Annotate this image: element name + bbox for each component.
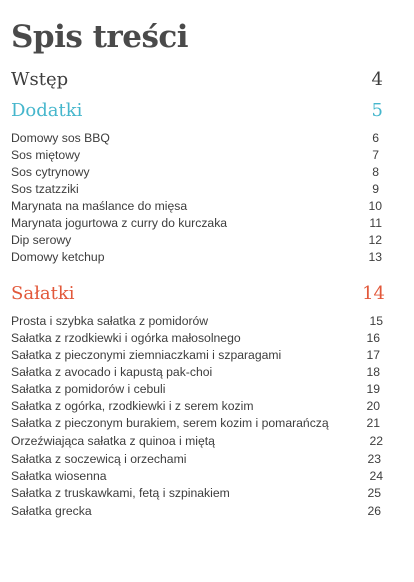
toc-entry[interactable]	[0, 451, 414, 468]
toc-entry-page: 25	[367, 486, 381, 500]
toc-entry[interactable]	[0, 198, 414, 215]
toc-section-label: Wstęp	[11, 69, 69, 90]
toc-entry-page: 7	[372, 148, 379, 162]
toc-entry-label: Prosta i szybka sałatka z pomidorów	[11, 314, 209, 328]
toc-entry-label: Sałatka z ogórka, rzodkiewki i z serem kozim	[11, 399, 254, 413]
toc-entry-page: 17	[366, 348, 380, 362]
toc-entry-label: Sos miętowy	[11, 148, 81, 162]
toc-entry-page: 19	[366, 382, 380, 396]
toc-entry-page: 24	[369, 469, 383, 483]
toc-section-page: 4	[371, 69, 383, 90]
toc-section-wstep[interactable]	[0, 69, 414, 90]
toc-entry[interactable]	[0, 181, 414, 198]
toc-entry[interactable]	[0, 468, 414, 485]
toc-entry-label: Sos cytrynowy	[11, 165, 90, 179]
toc-entry[interactable]	[0, 503, 414, 520]
toc-entry[interactable]	[0, 232, 414, 249]
toc-entry-page: 10	[368, 199, 382, 213]
toc-entry[interactable]	[0, 164, 414, 181]
toc-entry-page: 26	[367, 504, 381, 518]
toc-entry-page: 20	[366, 399, 380, 413]
toc-entry-label: Sałatka wiosenna	[11, 469, 107, 483]
toc-entry-label: Domowy ketchup	[11, 250, 105, 264]
toc-entry[interactable]	[0, 433, 414, 450]
toc-entry-label: Sos tzatzziki	[11, 182, 79, 196]
toc-section-salatki[interactable]	[0, 283, 414, 304]
toc-entry-label: Marynata na maślance do mięsa	[11, 199, 188, 213]
toc-entry-page: 16	[366, 331, 380, 345]
toc-entry-label: Dip serowy	[11, 233, 72, 247]
toc-entry-page: 13	[368, 250, 382, 264]
toc-entry[interactable]	[0, 130, 414, 147]
toc-entry[interactable]	[0, 364, 414, 381]
toc-entry[interactable]	[0, 381, 414, 398]
toc-entry[interactable]	[0, 347, 414, 364]
toc-section-page: 5	[371, 100, 383, 121]
toc-entry-page: 6	[372, 131, 379, 145]
toc-section-label: Dodatki	[11, 100, 83, 121]
toc-entry-page: 21	[366, 416, 380, 430]
toc-entry-label: Sałatka z pieczonym burakiem, serem kozim i pomarańczą	[11, 416, 329, 430]
toc-entry-label: Sałatka z rzodkiewki i ogórka małosolnego	[11, 331, 241, 345]
toc-entry[interactable]	[0, 415, 414, 432]
toc-entry-page: 15	[369, 314, 383, 328]
toc-section-label: Sałatki	[11, 283, 75, 304]
toc-entry-page: 18	[366, 365, 380, 379]
toc-entry[interactable]	[0, 330, 414, 347]
toc-entry-label: Domowy sos BBQ	[11, 131, 110, 145]
toc-entry[interactable]	[0, 398, 414, 415]
toc-entry-label: Marynata jogurtowa z curry do kurczaka	[11, 216, 228, 230]
toc-entry[interactable]	[0, 313, 414, 330]
toc-entry-label: Sałatka z pieczonymi ziemniaczkami i szparagami	[11, 348, 282, 362]
toc-entry-label: Sałatka z avocado i kapustą pak-choi	[11, 365, 213, 379]
toc-entry-label: Sałatka z pomidorów i cebuli	[11, 382, 166, 396]
toc-entry-page: 12	[368, 233, 382, 247]
toc-entry-page: 23	[367, 452, 381, 466]
toc-entry[interactable]	[0, 485, 414, 502]
toc-entry[interactable]	[0, 215, 414, 232]
toc-entry-label: Sałatka z truskawkami, fetą i szpinakiem	[11, 486, 230, 500]
toc-section-dodatki[interactable]	[0, 100, 414, 121]
toc-section-page: 14	[362, 283, 385, 304]
toc-entry-page: 11	[369, 216, 382, 230]
toc-entry[interactable]	[0, 147, 414, 164]
toc-entry-label: Orzeźwiająca sałatka z quinoa i miętą	[11, 434, 215, 448]
toc-entry-label: Sałatka grecka	[11, 504, 92, 518]
toc-entry-page: 22	[369, 434, 383, 448]
toc-entry-page: 9	[372, 182, 379, 196]
toc-entry-page: 8	[372, 165, 379, 179]
toc-entry[interactable]	[0, 249, 414, 266]
page-title: Spis treści	[11, 19, 189, 55]
toc-entry-label: Sałatka z soczewicą i orzechami	[11, 452, 187, 466]
